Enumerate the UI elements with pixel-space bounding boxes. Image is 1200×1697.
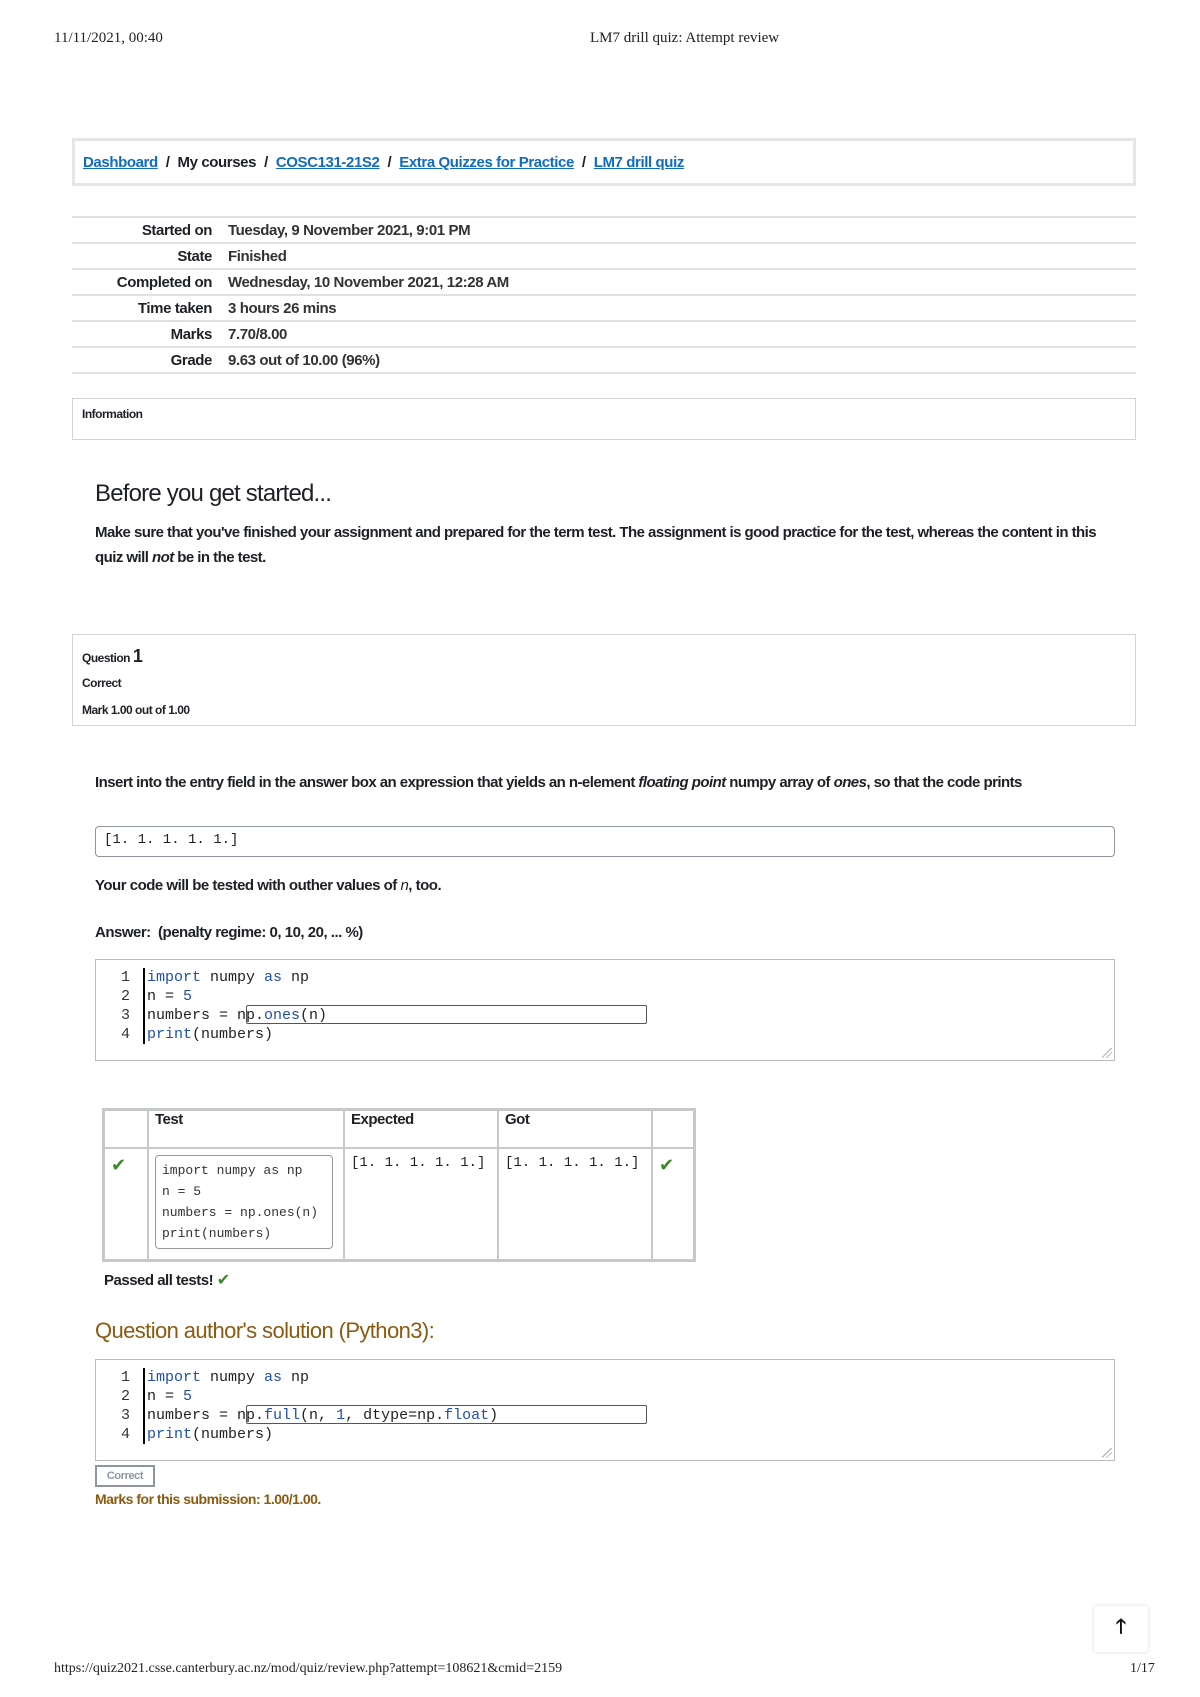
answer-code-editor[interactable] <box>95 959 1115 1061</box>
table-header: Expected <box>344 1110 498 1149</box>
code-token: np. <box>237 1007 265 1024</box>
line-number: 3 <box>120 1007 130 1024</box>
summary-key: Started on <box>141 221 212 239</box>
attempt-summary-table <box>72 216 1136 374</box>
question-text-emphasis: ones <box>833 774 867 791</box>
breadcrumb-my-courses: My courses <box>177 153 257 171</box>
summary-value <box>228 352 1136 369</box>
code-token: 5 <box>183 988 193 1005</box>
check-icon: ✔ <box>659 1155 675 1175</box>
summary-row <box>72 294 1136 320</box>
breadcrumb-course-link[interactable]: COSC131-21S2 <box>275 153 380 171</box>
intro-text-part: be in the test. <box>173 549 266 566</box>
code-token: numbers = <box>147 1007 238 1024</box>
code-lines <box>147 968 327 1044</box>
tested-note-var: n <box>400 877 409 894</box>
information-label: Information <box>82 407 143 421</box>
question-text-part: numpy array of <box>725 774 834 791</box>
submission-marks: Marks for this submission: 1.00/1.00. <box>95 1491 321 1507</box>
line-number: 4 <box>120 1426 130 1443</box>
code-token: import <box>147 969 202 986</box>
table-cell <box>148 1148 344 1261</box>
expected-cell: [1. 1. 1. 1. 1.] <box>344 1148 498 1261</box>
table-cell <box>104 1148 149 1261</box>
expected-output-box: [1. 1. 1. 1. 1.] <box>95 826 1115 857</box>
print-datetime: 11/11/2021, 00:40 <box>54 30 163 46</box>
tested-note-part: , too. <box>408 877 442 894</box>
code-token: print <box>147 1426 193 1443</box>
question-number <box>82 643 1126 670</box>
code-token: float <box>444 1407 490 1424</box>
code-token: n = <box>147 988 184 1005</box>
breadcrumb-separator: / <box>387 153 392 171</box>
tested-note-part: Your code will be tested with outher values of <box>95 877 401 894</box>
intro-text <box>95 520 1105 570</box>
intro-text-part: Make sure that you've finished your assignment and prepared for the term test. The assignment is good practice for the test, whereas the content in this quiz will <box>95 524 1097 566</box>
code-token: ones <box>264 1007 301 1024</box>
breadcrumb-quiz-link[interactable]: LM7 drill quiz <box>593 153 684 171</box>
summary-row <box>72 320 1136 346</box>
code-token: , dtype=np. <box>345 1407 445 1424</box>
print-page-number: 1/17 <box>1130 1661 1155 1676</box>
summary-key: Grade <box>170 351 212 369</box>
code-token: numpy <box>201 1369 265 1386</box>
code-token: np <box>282 1369 310 1386</box>
code-line <box>147 968 327 987</box>
author-solution-heading: Question author's solution (Python3): <box>95 1318 435 1343</box>
table-header <box>652 1110 695 1149</box>
code-line <box>147 987 327 1006</box>
summary-value: 3 hours 26 mins <box>228 299 337 317</box>
question-state: Correct <box>82 676 122 690</box>
check-icon: ✔ <box>216 1272 230 1289</box>
tested-note <box>95 877 441 894</box>
information-box <box>72 398 1136 440</box>
correct-badge: Correct <box>95 1465 155 1487</box>
answer-label-text: Answer: <box>95 924 151 941</box>
penalty-regime: (penalty regime: 0, 10, 20, ... %) <box>158 924 363 941</box>
line-number: 4 <box>120 1026 130 1043</box>
question-text-part: , so that the code prints <box>866 774 1022 791</box>
question-label: Question <box>82 651 131 665</box>
passed-all-tests <box>104 1270 230 1290</box>
summary-row <box>72 268 1136 294</box>
breadcrumb-separator: / <box>581 153 586 171</box>
editor-cursor-bar <box>143 968 145 1044</box>
code-token: 5 <box>183 1388 193 1405</box>
intro-heading: Before you get started... <box>95 480 332 507</box>
back-to-top-button[interactable] <box>1094 1606 1148 1652</box>
answer-label <box>95 924 363 941</box>
line-number: 1 <box>120 969 130 986</box>
print-url: https://quiz2021.csse.canterbury.ac.nz/mod/quiz/review.php?attempt=108621&cmid=2159 <box>54 1661 563 1676</box>
code-token: full <box>264 1407 301 1424</box>
code-lines <box>147 1368 498 1444</box>
test-results-table <box>102 1108 696 1262</box>
print-title: LM7 drill quiz: Attempt review <box>590 30 780 46</box>
intro-text-emphasis: not <box>152 549 174 566</box>
breadcrumb-separator: / <box>165 153 170 171</box>
line-number: 3 <box>120 1407 130 1424</box>
table-row <box>104 1148 695 1261</box>
question-info-box <box>72 634 1136 726</box>
question-mark: Mark 1.00 out of 1.00 <box>82 703 190 717</box>
table-header <box>104 1110 149 1149</box>
code-line <box>147 1406 498 1425</box>
summary-row <box>72 242 1136 268</box>
code-token: np <box>282 969 310 986</box>
got-cell: [1. 1. 1. 1. 1.] <box>498 1148 652 1261</box>
code-line <box>147 1006 327 1025</box>
line-number: 1 <box>120 1369 130 1386</box>
code-token: numbers = <box>147 1407 238 1424</box>
summary-value: Finished <box>228 247 287 265</box>
code-token: as <box>264 969 283 986</box>
code-token: (numbers) <box>192 1026 274 1043</box>
code-token: (n, <box>300 1407 337 1424</box>
author-solution-editor <box>95 1359 1115 1461</box>
breadcrumb <box>72 138 1136 186</box>
grade-rest: out of 10.00 (96%) <box>255 351 380 369</box>
code-line <box>147 1425 498 1444</box>
breadcrumb-section-link[interactable]: Extra Quizzes for Practice <box>399 153 574 171</box>
summary-key: State <box>177 247 212 265</box>
line-number: 2 <box>120 1388 130 1405</box>
table-header: Got <box>498 1110 652 1149</box>
breadcrumb-separator: / <box>264 153 268 171</box>
question-text-part: Insert into the entry field in the answer box an expression that yields an n-element <box>95 774 639 791</box>
question-text-emphasis: floating point <box>638 774 726 791</box>
summary-value: Tuesday, 9 November 2021, 9:01 PM <box>228 221 471 239</box>
code-token: 1 <box>336 1407 346 1424</box>
code-token: as <box>264 1369 283 1386</box>
resize-grip-icon[interactable] <box>1102 1448 1112 1458</box>
summary-key: Completed on <box>116 273 212 291</box>
summary-value: 7.70/8.00 <box>228 325 287 343</box>
code-token: np. <box>237 1407 265 1424</box>
test-code: import numpy as np n = 5 numbers = np.ones(n) print(numbers) <box>155 1155 333 1249</box>
code-token: ) <box>489 1407 499 1424</box>
code-line <box>147 1368 498 1387</box>
line-numbers <box>96 1368 130 1444</box>
table-header-row <box>104 1110 695 1149</box>
summary-row <box>72 216 1136 242</box>
table-header: Test <box>148 1110 344 1149</box>
code-token: n = <box>147 1388 184 1405</box>
question-no: 1 <box>132 646 143 666</box>
line-number: 2 <box>120 988 130 1005</box>
arrow-up-icon: 🡑 <box>1115 1616 1127 1638</box>
breadcrumb-dashboard-link[interactable]: Dashboard <box>83 153 158 171</box>
grade-value: 9.63 <box>228 351 256 369</box>
code-token: (n) <box>300 1007 328 1024</box>
code-token: print <box>147 1026 193 1043</box>
line-numbers <box>96 968 130 1044</box>
passed-text: Passed all tests! <box>104 1272 214 1289</box>
code-token: import <box>147 1369 202 1386</box>
code-token: numpy <box>201 969 265 986</box>
editor-cursor-bar <box>143 1368 145 1444</box>
code-token: (numbers) <box>192 1426 274 1443</box>
summary-value: Wednesday, 10 November 2021, 12:28 AM <box>228 273 509 291</box>
summary-key: Marks <box>170 325 212 343</box>
resize-grip-icon[interactable] <box>1102 1048 1112 1058</box>
code-line <box>147 1387 498 1406</box>
summary-row <box>72 346 1136 374</box>
summary-key: Time taken <box>137 299 212 317</box>
table-cell <box>652 1148 695 1261</box>
question-text <box>95 770 1115 795</box>
check-icon: ✔ <box>111 1155 127 1175</box>
code-line <box>147 1025 327 1044</box>
